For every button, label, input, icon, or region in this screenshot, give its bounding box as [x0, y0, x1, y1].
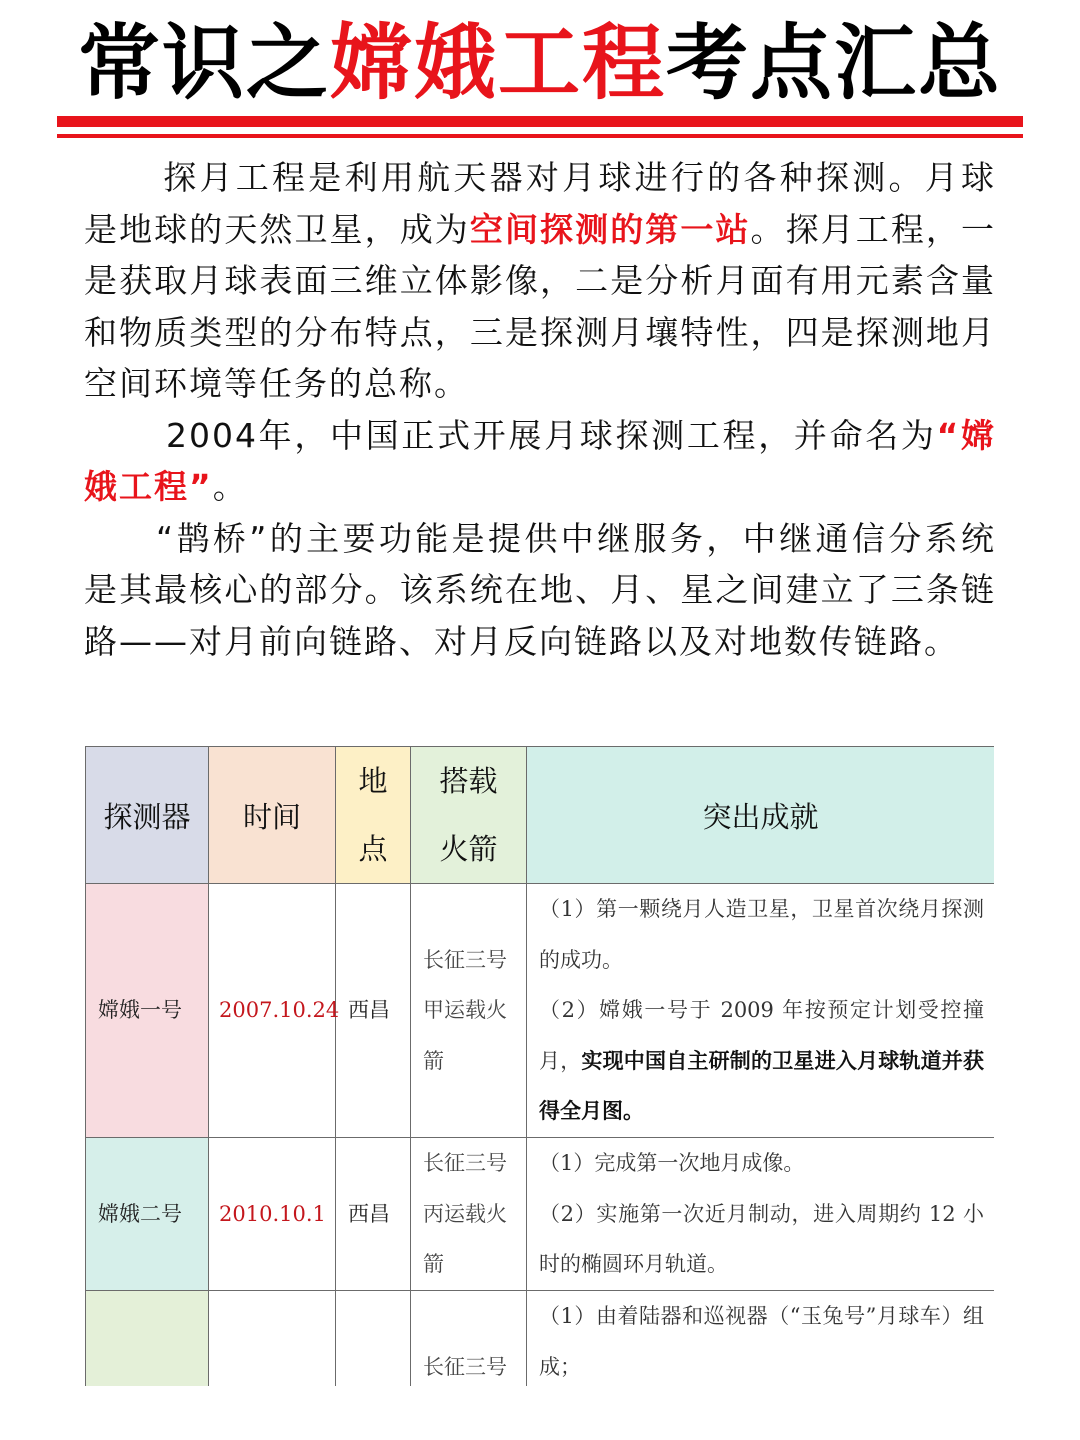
intro-text [84, 152, 996, 667]
table-row [86, 1138, 995, 1291]
cell-date: 2010.10.1 [209, 1138, 336, 1291]
probe-table-wrapper [85, 746, 994, 1386]
page-title [0, 14, 1080, 114]
intro-paragraph-3: “鹊桥”的主要功能是提供中继服务，中继通信分系统是其最核心的部分。该系统在地、月、星之间建立了三条链路——对月前向链路、对月反向链路以及对地数传链路。 [84, 518, 996, 661]
cell-rocket: 长征三号甲运载火箭 [411, 884, 527, 1138]
cell-rocket: 长征三号丙运载火箭 [411, 1138, 527, 1291]
cell-probe [86, 1291, 209, 1387]
header-achievement: 突出成就 [527, 747, 995, 884]
cell-rocket: 长征三号 [411, 1291, 527, 1387]
title-highlight: 嫦娥工程 [329, 16, 666, 111]
table-row [86, 884, 995, 1138]
probe-table [85, 746, 994, 1386]
title-suffix: 考点汇总 [666, 16, 1003, 111]
cell-place [336, 1291, 411, 1387]
cell-date [209, 1291, 336, 1387]
intro-paragraph-1: 探月工程是利用航天器对月球进行的各种探测。月球是地球的天然卫星，成为空间探测的第一站。探月工程，一是获取月球表面三维立体影像，二是分析月面有用元素含量和物质类型的分布特点，三是探测月壤特性，四是探测地月空间环境等任务的总称。 [84, 158, 997, 403]
cell-probe: 嫦娥一号 [86, 884, 209, 1138]
table-row [86, 1291, 995, 1387]
title-underline-thick [57, 116, 1023, 127]
cell-achievement: （1）由着陆器和巡视器（“玉兔号”月球车）组成； [527, 1291, 995, 1387]
header-rocket: 搭载 火箭 [411, 747, 527, 884]
cell-place: 西昌 [336, 884, 411, 1138]
header-time: 时间 [209, 747, 336, 884]
cell-date: 2007.10.24 [209, 884, 336, 1138]
title-underline-thin [57, 134, 1023, 138]
cell-achievement: （1）第一颗绕月人造卫星，卫星首次绕月探测的成功。 （2）嫦娥一号于 2009 年按预定计划受控撞月，实现中国自主研制的卫星进入月球轨道并获得全月图。 [527, 884, 995, 1138]
title-prefix: 常识之 [77, 16, 330, 111]
highlight-first-station: 空间探测的第一站 [469, 209, 751, 249]
intro-paragraph-2: 2004年，中国正式开展月球探测工程，并命名为“嫦娥工程”。 [84, 415, 996, 506]
highlight-change-project: “嫦娥工程” [84, 415, 996, 506]
cell-probe: 嫦娥二号 [86, 1138, 209, 1291]
header-place: 地 点 [336, 747, 411, 884]
header-probe: 探测器 [86, 747, 209, 884]
cell-achievement: （1）完成第一次地月成像。 （2）实施第一次近月制动，进入周期约 12 小时的椭圆环月轨道。 [527, 1138, 995, 1291]
table-header-row [86, 747, 995, 884]
cell-place: 西昌 [336, 1138, 411, 1291]
